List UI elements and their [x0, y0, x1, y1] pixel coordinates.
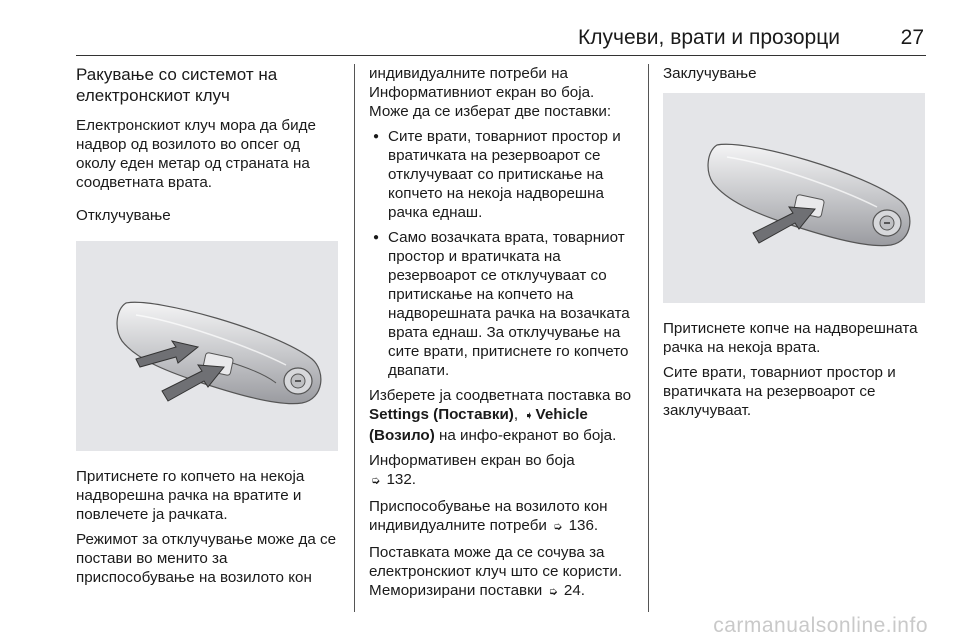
page-reference: 24. — [563, 582, 586, 599]
page-reference-icon: ➭ — [553, 521, 563, 533]
watermark: carmanualsonline.info — [713, 614, 928, 637]
page-reference-icon: ➭ — [371, 475, 381, 487]
column-1 — [76, 64, 344, 587]
locking-subheading: Заклучување — [663, 65, 757, 82]
info-display-reference — [369, 451, 637, 491]
personalisation-reference — [369, 497, 637, 537]
section-heading: Ракување со системот на електронскиот клуч — [76, 65, 278, 105]
page-header — [76, 22, 926, 56]
column-divider-1 — [354, 64, 355, 612]
page-reference: 132. — [386, 471, 417, 488]
page-reference: 136. — [568, 517, 599, 534]
menu-arrow-icon: ➧ — [524, 410, 534, 422]
column-3 — [663, 64, 929, 420]
settings-text: Изберете ја соодветната поставка во — [369, 387, 632, 404]
settings-suffix: на инфо-екранот во боја. — [434, 427, 617, 444]
unlock-mode-paragraph: Режимот за отклучување може да се постави во менито за приспособување на возилото кон — [76, 531, 337, 586]
continuation-paragraph: индивидуалните потреби на Информативниот екран во боја. Може да се изберат две поставки: — [369, 65, 612, 120]
unlocking-subheading: Отклучување — [76, 207, 171, 224]
column-divider-2 — [648, 64, 649, 612]
reference-text: Информативен екран во боја — [369, 452, 575, 469]
page-number: 27 — [900, 26, 924, 49]
memorised-settings-reference — [369, 543, 637, 602]
reference-text: Приспособување на возилото кон индивидуалните потреби — [369, 498, 608, 534]
column-2 — [369, 64, 637, 602]
list-item: ● Сите врати, товарниот простор и вратичката на резервоарот се отклучуваат со притискање на копчето на некоја надворешна рачка еднаш. — [369, 127, 637, 222]
lock-result-paragraph: Сите врати, товарниот простор и вратичката на резервоарот се заклучуваат. — [663, 364, 896, 419]
intro-paragraph: Електронскиот клуч мора да биде надвор од возилото во опсег од околу еден метар од страната на соодветната врата. — [76, 117, 316, 191]
unlock-caption: Притиснете го копчето на некоја надворешна рачка на вратите и повлечете ја рачката. — [76, 468, 305, 523]
page-reference-icon: ➭ — [548, 586, 558, 598]
separator: , — [513, 406, 523, 423]
list-item: ● Само возачката врата, товарниот простор и вратичката на резервоарот се отклучуваат со притискање на копчето на надворешната рачка на возачката врата еднаш. За отклучување на сите врати, притиснете го копчето двапати. — [369, 228, 637, 380]
unlock-handle-illustration — [76, 241, 338, 451]
settings-paragraph — [369, 386, 637, 445]
reference-text: Поставката може да се сочува за електронскиот клуч што се користи. Меморизирани поставки — [369, 544, 623, 599]
lock-caption: Притиснете копче на надворешната рачка на некоја врата. — [663, 320, 918, 356]
vehicle-menu-label: Vehicle (Возило) — [369, 406, 588, 444]
chapter-title: Клучеви, врати и прозорци — [578, 26, 840, 49]
settings-list — [369, 127, 637, 380]
lock-handle-illustration — [663, 93, 925, 303]
door-handle-lock-drawing — [663, 93, 925, 303]
door-handle-unlock-drawing — [76, 241, 338, 451]
settings-menu-label: Settings (Поставки) — [369, 406, 514, 423]
